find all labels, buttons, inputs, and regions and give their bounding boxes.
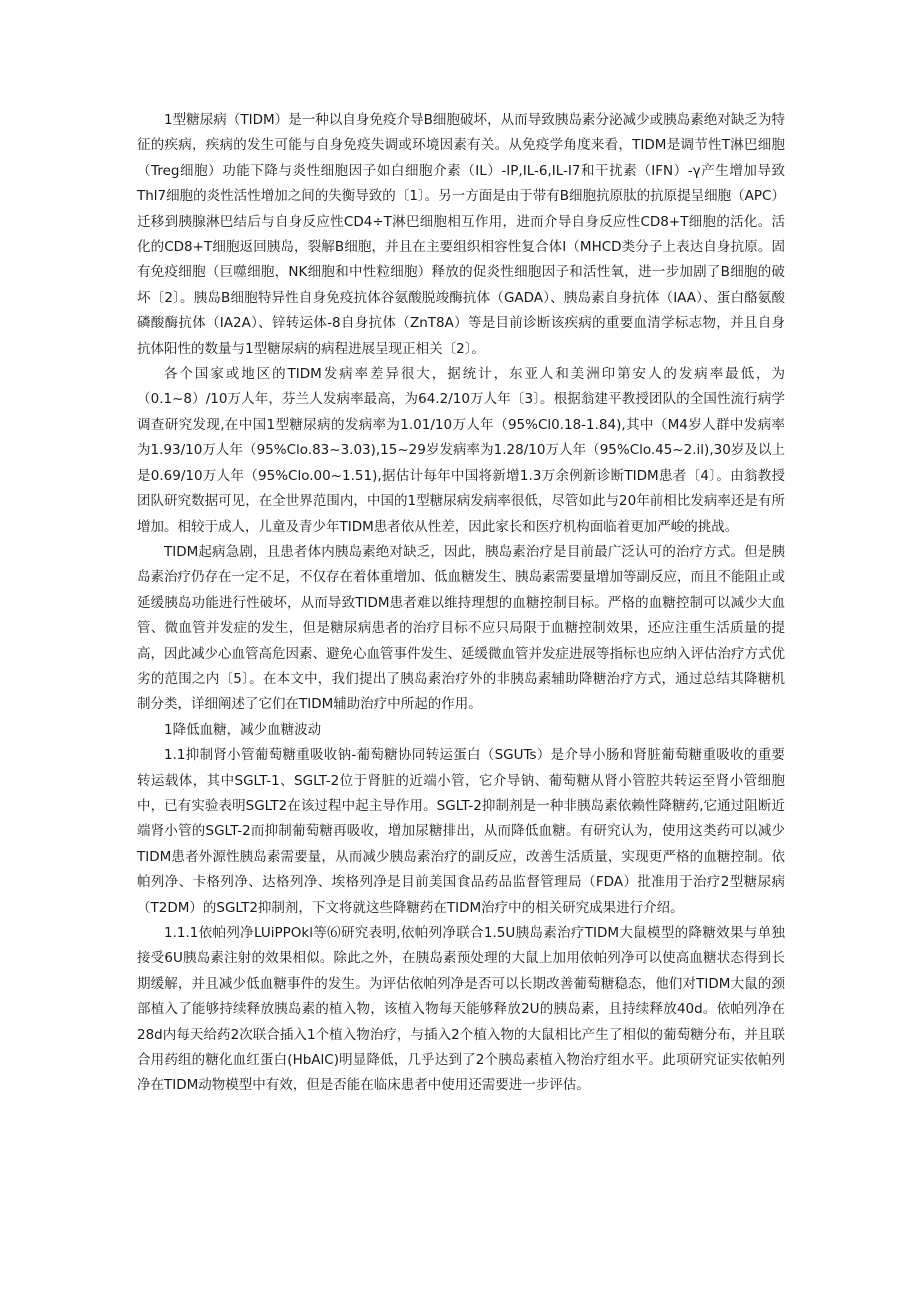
paragraph-epidemiology: 各个国家或地区的TIDM发病率差异很大，据统计，东亚人和美洲印第安人的发病率最低，为（0.1~8）/10万人年，芬兰人发病率最高，为64.2/10万人年〔3〕。根据翁建平教授团队的全国性流行病学调查研究发现,在中国1型糖尿病的发病率为1.01/10万人年（95%Cl0.18-1.84),其中（M4岁人群中发病率为1.93/10万人年（95%Clo.83~3.03),15~29岁发病率为1.28/10万人年（95%Clo.45~2.il),30岁及以上是0.69/10万人年（95%Clo.00~1.51),据估计每年中国将新增1.3万余例新诊断TIDM患者〔4〕。由翁教授团队研究数据可见，在全世界范围内，中国的1型糖尿病发病率很低，尽管如此与20年前相比发病率还是有所增加。相较于成人，儿童及青少年TIDM患者依从性差，因此家长和医疗机构面临着更加严峻的挑战。 — [137, 366, 785, 535]
paragraph-introduction: 1型糖尿病（TIDM）是一种以自身免疫介导B细胞破坏，从而导致胰岛素分泌减少或胰岛素绝对缺乏为特征的疾病，疾病的发生可能与自身免疫失调或环境因素有关。从免疫学角度来看，TIDM是调节性T淋巴细胞（Treg细胞）功能下降与炎性细胞因子如白细胞介素（IL）-IP,IL-6,IL-I7和干扰素（IFN）-γ产生增加导致Thl7细胞的炎性活性增加之间的失衡导致的〔1〕。另一方面是由于带有B细胞抗原肽的抗原提呈细胞（APC）迁移到胰腺淋巴结后与自身反应性CD4÷T淋巴细胞相互作用，进而介导自身反应性CD8+T细胞的活化。活化的CD8+T细胞返回胰岛，裂解B细胞，并且在主要组织相容性复合体I（MHCD类分子上表达自身抗原。固有免疫细胞（巨噬细胞，NK细胞和中性粒细胞）释放的促炎性细胞因子和活性氧，进一步加剧了B细胞的破坏〔2〕。胰岛B细胞特异性自身免疫抗体谷氨酸脱竣酶抗体（GADA）、胰岛素自身抗体（IAA）、蛋白酪氨酸磷酸酶抗体（IA2A）、锌转运体-8自身抗体（ZnT8A）等是目前诊断该疾病的重要血清学标志物，并且自身抗体阳性的数量与1型糖尿病的病程进展呈现正相关〔2〕。 — [137, 112, 785, 357]
section-heading-1: 1降低血糖，减少血糖波动 — [164, 721, 322, 738]
paragraph-sglt-inhibitors: 1.1抑制肾小管葡萄糖重吸收钠-葡萄糖协同转运蛋白（SGUTs）是介导小肠和肾脏葡萄糖重吸收的重要转运载体，其中SGLT-1、SGLT-2位于肾脏的近端小管，它介导钠、葡萄糖从肾小管腔共转运至肾小管细胞中，已有实验表明SGLT2在该过程中起主导作用。SGLT-2抑制剂是一种非胰岛素依赖性降糖药,它通过阻断近端肾小管的SGLT-2而抑制葡萄糖再吸收，增加尿糖排出，从而降低血糖。有研究认为，使用这类药可以减少TIDM患者外源性胰岛素需要量，从而减少胰岛素治疗的副反应，改善生活质量，实现更严格的血糖控制。依帕列净、卡格列净、达格列净、埃格列净是目前美国食品药品监督管理局（FDA）批准用于治疗2型糖尿病（T2DM）的SGLT2抑制剂，下文将就这些降糖药在TIDM治疗中的相关研究成果进行介绍。 — [137, 747, 785, 916]
document-body — [137, 108, 785, 1099]
paragraph-treatment: TIDM起病急剧，且患者体内胰岛素绝对缺乏，因此，胰岛素治疗是目前最广泛认可的治疗方式。但是胰岛素治疗仍存在一定不足，不仅存在着体重增加、低血糖发生、胰岛素需要量增加等副反应，而且不能阻止或延缓胰岛功能进行性破坏，从而导致TIDM患者难以维持理想的血糖控制目标。严格的血糖控制可以减少大血管、微血管并发症的发生，但是糖尿病患者的治疗目标不应只局限于血糖控制效果，还应注重生活质量的提高，因此减少心血管高危因素、避免心血管事件发生、延缓微血管并发症进展等指标也应纳入评估治疗方式优劣的范围之内〔5〕。在本文中，我们提出了胰岛素治疗外的非胰岛素辅助降糖治疗方式，通过总结其降糖机制分类，详细阐述了它们在TIDM辅助治疗中所起的作用。 — [137, 543, 785, 713]
paragraph-empagliflozin: 1.1.1依帕列净LUiPPOkl等⑹研究表明,依帕列净联合1.5U胰岛素治疗TIDM大鼠模型的降糖效果与单独接受6U胰岛素注射的效果相似。除此之外，在胰岛素预处理的大鼠上加用依帕列净可以使高血糖状态得到长期缓解，并且减少低血糖事件的发生。为评估依帕列净是否可以长期改善葡萄糖稳态，他们对TIDM大鼠的颈部植入了能够持续释放胰岛素的植入物，该植入物每天能够释放2U的胰岛素，且持续释放40d。依帕列净在28d内每天给药2次联合插入1个植入物治疗，与插入2个植入物的大鼠相比产生了相似的葡萄糖分布，并且联合用药组的糖化血红蛋白(HbAlC)明显降低，几乎达到了2个胰岛素植入物治疗组水平。此项研究证实依帕列净在TIDM动物模型中有效，但是否能在临床患者中使用还需要进一步评估。 — [137, 925, 785, 1094]
